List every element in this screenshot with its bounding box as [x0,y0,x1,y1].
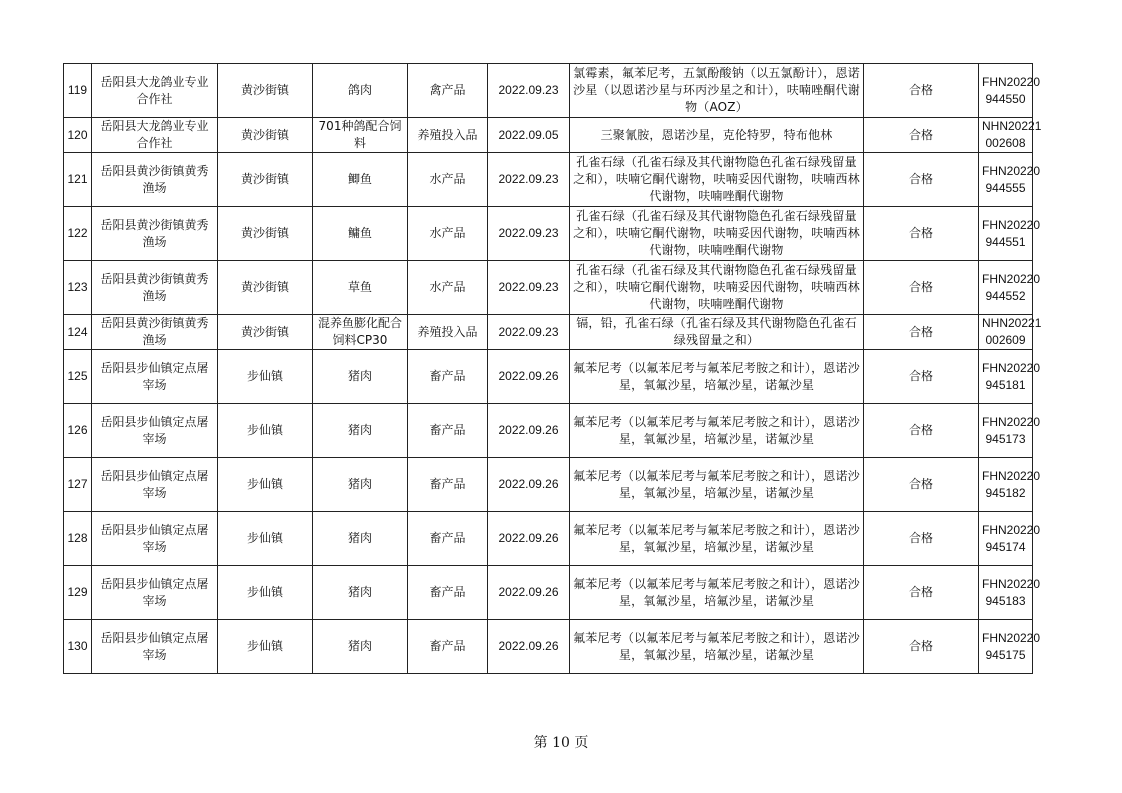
sample-code-line-1: FHN20220 [982,630,1041,645]
product-category: 畜产品 [408,512,488,566]
sample-code-line-2: 944551 [985,234,1026,249]
producer-name: 岳阳县步仙镇定点屠宰场 [92,620,218,674]
row-number: 128 [64,512,92,566]
test-items-text: 镉，铅，孔雀石绿（孔雀石绿及其代谢物隐色孔雀石绿残留量之和） [576,316,857,347]
producer-name: 岳阳县黄沙街镇黄秀渔场 [92,315,218,350]
table-row [64,458,1033,512]
sampling-date: 2022.09.26 [488,458,570,512]
table-row [64,620,1033,674]
sample-code-line-2: 944550 [985,91,1026,106]
test-items [570,64,864,118]
sample-code [979,261,1041,315]
product-category: 水产品 [408,207,488,261]
product-category: 水产品 [408,261,488,315]
sampling-date: 2022.09.23 [488,261,570,315]
town-name: 黄沙街镇 [218,315,313,350]
sample-name: 草鱼 [313,261,408,315]
town-name: 步仙镇 [218,404,313,458]
sample-code [979,118,1042,153]
sample-name: 鸽肉 [313,64,408,118]
sample-name: 猪肉 [313,350,408,404]
town-name: 黄沙街镇 [218,261,313,315]
sample-name: 猪肉 [313,512,408,566]
result-value: 合格 [864,458,979,512]
sample-code [979,315,1042,350]
town-name: 步仙镇 [218,350,313,404]
result-value: 合格 [864,404,979,458]
product-category: 禽产品 [408,64,488,118]
table-row [64,404,1033,458]
sample-name: 猪肉 [313,620,408,674]
table-body [64,64,1042,674]
product-category: 水产品 [408,153,488,207]
product-category: 养殖投入品 [408,118,488,153]
sample-code-line-2: 945181 [985,377,1026,392]
sample-code-line-2: 945175 [985,647,1026,662]
sample-code-line-2: 945174 [985,539,1026,554]
sample-code [979,404,1041,458]
table-row [64,512,1033,566]
test-items [570,261,864,315]
sampling-date: 2022.09.26 [488,512,570,566]
test-items [570,153,864,207]
producer-name: 岳阳县步仙镇定点屠宰场 [92,404,218,458]
test-items-text: 氟苯尼考（以氟苯尼考与氟苯尼考胺之和计），恩诺沙星，氧氟沙星，培氟沙星，诺氟沙星 [573,630,860,662]
sample-code-line-2: 944552 [985,288,1026,303]
sample-code [979,350,1041,404]
test-items [570,458,864,512]
producer-name: 岳阳县步仙镇定点屠宰场 [92,512,218,566]
sampling-date: 2022.09.26 [488,566,570,620]
sampling-date: 2022.09.26 [488,620,570,674]
producer-name: 岳阳县步仙镇定点屠宰场 [92,458,218,512]
result-value: 合格 [864,620,979,674]
sampling-date: 2022.09.26 [488,404,570,458]
test-items-text: 氟苯尼考（以氟苯尼考与氟苯尼考胺之和计），恩诺沙星，氧氟沙星，培氟沙星，诺氟沙星 [573,522,860,554]
sampling-date: 2022.09.23 [488,153,570,207]
test-items-text: 三聚氰胺，恩诺沙星，克伦特罗，特布他林 [600,127,833,142]
sample-name: 猪肉 [313,404,408,458]
row-number: 123 [64,261,92,315]
product-category: 畜产品 [408,404,488,458]
row-number: 120 [64,118,92,153]
result-value: 合格 [864,512,979,566]
table-row [64,118,1033,153]
sample-code-line-1: NHN20221 [982,119,1042,133]
sample-code [979,620,1041,674]
sample-code-line-2: 002609 [985,333,1026,347]
town-name: 黄沙街镇 [218,64,313,118]
result-value: 合格 [864,350,979,404]
sample-code-line-1: FHN20220 [982,74,1041,89]
sample-code [979,153,1041,207]
sample-name: 701种鸽配合饲料 [313,118,408,153]
row-number: 129 [64,566,92,620]
sample-code-line-1: FHN20220 [982,522,1041,537]
table-row [64,566,1033,620]
page-number: 第 10 页 [533,735,589,751]
result-value: 合格 [864,315,979,350]
sample-code-line-1: FHN20220 [982,414,1041,429]
test-items-text: 氟苯尼考（以氟苯尼考与氟苯尼考胺之和计），恩诺沙星，氧氟沙星，培氟沙星，诺氟沙星 [573,576,860,608]
sample-name: 鳙鱼 [313,207,408,261]
sample-name: 猪肉 [313,458,408,512]
result-value: 合格 [864,207,979,261]
product-category: 畜产品 [408,566,488,620]
test-items [570,404,864,458]
test-items [570,118,864,153]
test-items [570,315,864,350]
producer-name: 岳阳县黄沙街镇黄秀渔场 [92,207,218,261]
sampling-date: 2022.09.23 [488,64,570,118]
test-items [570,350,864,404]
row-number: 126 [64,404,92,458]
sample-name: 鲫鱼 [313,153,408,207]
result-value: 合格 [864,153,979,207]
test-items-text: 氟苯尼考（以氟苯尼考与氟苯尼考胺之和计），恩诺沙星，氧氟沙星，培氟沙星，诺氟沙星 [573,360,860,392]
test-items-text: 氟苯尼考（以氟苯尼考与氟苯尼考胺之和计），恩诺沙星，氧氟沙星，培氟沙星，诺氟沙星 [573,468,860,500]
test-items [570,512,864,566]
product-category: 畜产品 [408,620,488,674]
sample-code [979,207,1041,261]
town-name: 步仙镇 [218,620,313,674]
producer-name: 岳阳县步仙镇定点屠宰场 [92,350,218,404]
inspection-results-table [63,63,1042,674]
producer-name: 岳阳县步仙镇定点屠宰场 [92,566,218,620]
sample-name: 混养鱼膨化配合饲料CP30 [313,315,408,350]
table-row [64,350,1033,404]
sample-code-line-2: 945183 [985,593,1026,608]
test-items-text: 氟苯尼考（以氟苯尼考与氟苯尼考胺之和计），恩诺沙星，氧氟沙星，培氟沙星，诺氟沙星 [573,414,860,446]
sample-code-line-2: 945182 [985,485,1026,500]
sample-code-line-1: FHN20220 [982,271,1041,286]
product-category: 养殖投入品 [408,315,488,350]
row-number: 124 [64,315,92,350]
town-name: 黄沙街镇 [218,207,313,261]
town-name: 黄沙街镇 [218,153,313,207]
producer-name: 岳阳县黄沙街镇黄秀渔场 [92,261,218,315]
test-items [570,566,864,620]
row-number: 127 [64,458,92,512]
sample-code [979,64,1041,118]
sample-code-line-2: 002608 [985,136,1026,150]
result-value: 合格 [864,64,979,118]
sample-code [979,458,1041,512]
row-number: 121 [64,153,92,207]
table-row [64,64,1033,118]
sample-code-line-1: NHN20221 [982,316,1042,330]
sample-code-line-1: FHN20220 [982,163,1041,178]
row-number: 130 [64,620,92,674]
result-value: 合格 [864,261,979,315]
test-items-text: 孔雀石绿（孔雀石绿及其代谢物隐色孔雀石绿残留量之和），呋喃它酮代谢物，呋喃妥因代谢物，呋喃西林代谢物，呋喃唑酮代谢物 [573,263,860,311]
result-value: 合格 [864,118,979,153]
sample-code [979,566,1041,620]
sampling-date: 2022.09.23 [488,315,570,350]
table-row [64,153,1033,207]
product-category: 畜产品 [408,350,488,404]
producer-name: 岳阳县大龙鸽业专业合作社 [92,118,218,153]
sample-code-line-1: FHN20220 [982,576,1041,591]
row-number: 125 [64,350,92,404]
row-number: 122 [64,207,92,261]
test-items-text: 氯霉素，氟苯尼考，五氯酚酸钠（以五氯酚计），恩诺沙星（以恩诺沙星与环丙沙星之和计），呋喃唑酮代谢物（AOZ） [573,66,860,114]
producer-name: 岳阳县黄沙街镇黄秀渔场 [92,153,218,207]
sample-code [979,512,1041,566]
test-items [570,620,864,674]
row-number: 119 [64,64,92,118]
town-name: 步仙镇 [218,566,313,620]
table-row [64,207,1033,261]
sample-name: 猪肉 [313,566,408,620]
table-row [64,315,1033,350]
sampling-date: 2022.09.05 [488,118,570,153]
test-items-text: 孔雀石绿（孔雀石绿及其代谢物隐色孔雀石绿残留量之和），呋喃它酮代谢物，呋喃妥因代谢物，呋喃西林代谢物，呋喃唑酮代谢物 [573,155,860,203]
sample-code-line-1: FHN20220 [982,468,1041,483]
product-category: 畜产品 [408,458,488,512]
sampling-date: 2022.09.26 [488,350,570,404]
producer-name: 岳阳县大龙鸽业专业合作社 [92,64,218,118]
test-items [570,207,864,261]
sampling-date: 2022.09.23 [488,207,570,261]
town-name: 黄沙街镇 [218,118,313,153]
sample-code-line-2: 944555 [985,180,1026,195]
town-name: 步仙镇 [218,512,313,566]
table-row [64,261,1033,315]
test-items-text: 孔雀石绿（孔雀石绿及其代谢物隐色孔雀石绿残留量之和），呋喃它酮代谢物，呋喃妥因代谢物，呋喃西林代谢物，呋喃唑酮代谢物 [573,209,860,257]
sample-code-line-1: FHN20220 [982,360,1041,375]
town-name: 步仙镇 [218,458,313,512]
result-value: 合格 [864,566,979,620]
sample-code-line-1: FHN20220 [982,217,1041,232]
sample-code-line-2: 945173 [985,431,1026,446]
